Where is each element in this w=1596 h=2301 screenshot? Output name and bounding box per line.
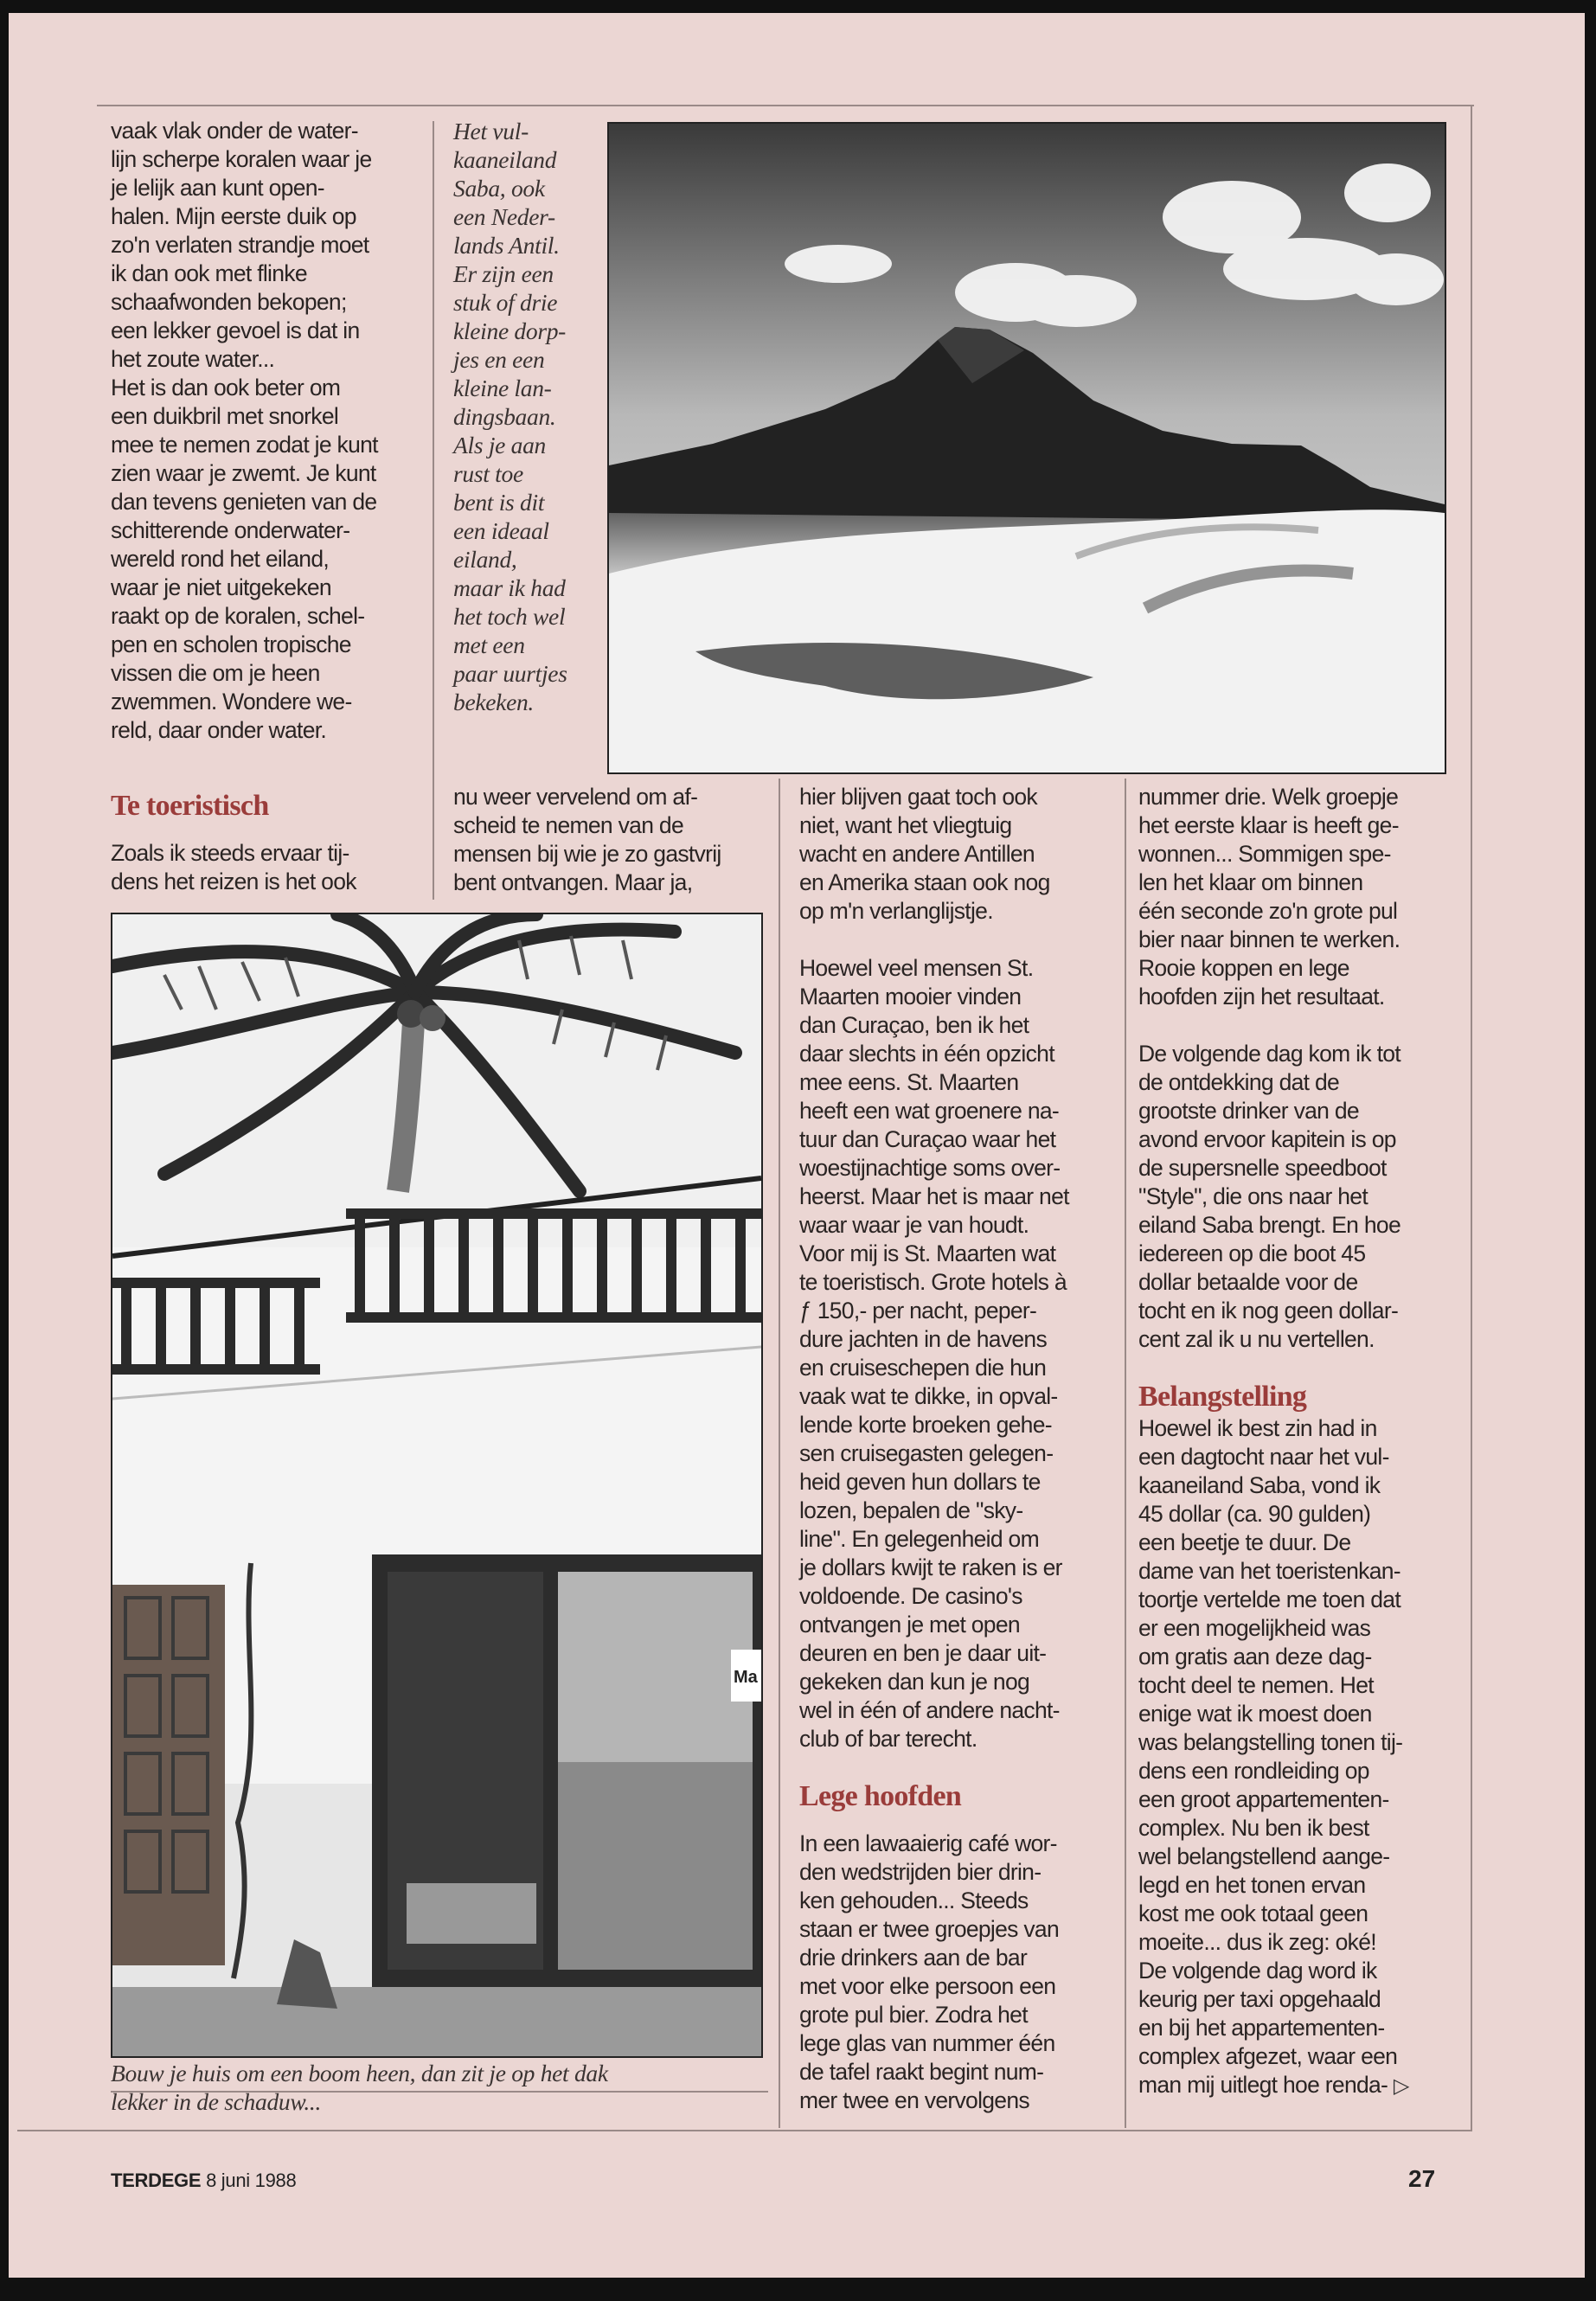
column-divider-2 <box>779 779 780 2128</box>
body-paragraph: Zoals ik steeds ervaar tij- dens het reizen is het ook <box>111 840 356 894</box>
top-rule <box>97 105 1474 106</box>
publication-name: TERDEGE <box>111 2170 202 2191</box>
heading-belangstelling: Belangstelling <box>1138 1381 1307 1413</box>
column-1-lower <box>111 789 431 896</box>
body-paragraph: vaak vlak onder de water- lijn scherpe koralen waar je je lelijk aan kunt open- halen. Mijn eerste duik op zo'n verlaten strandje moet ik dan ook met flinke schaafwonden bekopen; een lekker gevoel is dat in het zoute water... Het is dan ook beter om een duikbril met snorkel mee te nemen zodat je kunt zien waar je zwemt. Je kunt dan tevens genieten van de schitterende onderwater- wereld rond het eiland, waar je niet uitgekeken raakt op de koralen, schel- pen en scholen tropische vissen die om je heen zwemmen. Wondere we- reld, daar onder water. <box>111 118 378 743</box>
page-number: 27 <box>1408 2165 1436 2192</box>
column-divider-3 <box>1125 779 1126 2128</box>
column-4-text <box>1138 783 1467 2100</box>
footer-publication <box>111 2170 296 2192</box>
magazine-page <box>9 13 1585 2278</box>
house-photo-caption: Bouw je huis om een boom heen, dan zit je op het dak lekker in de schaduw... <box>111 2060 608 2115</box>
column-3-text <box>799 783 1119 2115</box>
saba-photo-caption: Het vul- kaaneiland Saba, ook een Neder- lands Antil. Er zijn een stuk of drie kleine dorp- jes en een kleine lan- dingsbaan. Als je aan rust toe bent is dit een ideaal eiland, maar ik had het toch wel met een paar uurtjes bekeken. <box>453 118 567 715</box>
body-paragraph: In een lawaaierig café wor- den wedstrijden bier drin- ken gehouden... Steeds staan er twee groepjes van drie drinkers aan de bar met voor elke persoon een grote pul bier. Zodra het lege glas van nummer één de tafel raakt begint num- mer twee en vervolgens <box>799 1830 1059 2113</box>
continue-arrow-icon: ▷ <box>1393 2074 1409 2098</box>
body-paragraph: nu weer vervelend om af- scheid te nemen van de mensen bij wie je zo gastvrij bent ontvangen. Maar ja, <box>453 784 721 895</box>
right-rule <box>1471 105 1472 2131</box>
heading-te-toeristisch: Te toeristisch <box>111 790 269 822</box>
house-palm-photo <box>111 913 763 2058</box>
saba-volcano-photo <box>607 122 1446 774</box>
heading-lege-hoofden: Lege hoofden <box>799 1780 962 1812</box>
saba-landscape-image <box>609 124 1445 772</box>
body-paragraph: Hoewel veel mensen St. Maarten mooier vinden dan Curaçao, ben ik het daar slechts in één opzicht mee eens. St. Maarten heeft een wat groenere na- tuur dan Curaçao waar het woestijnachtige soms over- heerst. Maar het is maar net waar waar je van houdt. Voor mij is St. Maarten wat te toeristisch. Grote hotels à ƒ 150,- per nacht, peper- dure jachten in de havens en cruiseschepen die hun vaak wat te dikke, in opval- lende korte broeken gehe- sen cruisegasten gelegen- heid geven hun dollars te lozen, bepalen de "sky- line". En gelegenheid om je dollars kwijt te raken is er voldoende. De casino's ontvangen je met open deuren en ben je daar uit- gekeken dan kun je nog wel in één of andere nacht- club of bar terecht. <box>799 955 1069 1752</box>
body-paragraph: nummer drie. Welk groepje het eerste klaar is heeft ge- wonnen... Sommigen spe- len het klaar om binnen één seconde zo'n grote pul bier naar binnen te werken. Rooie koppen en lege hoofden zijn het resultaat. <box>1138 784 1401 1009</box>
column-divider-1 <box>433 121 434 900</box>
body-paragraph: Hoewel ik best zin had in een dagtocht naar het vul- kaaneiland Saba, vond ik 45 dollar (ca. 90 gulden) een beetje te duur. De dame van het toeristenkan- toortje vertelde me toen dat er een mogelijkheid was om gratis aan deze dag- tocht deel te nemen. Het enige wat ik moest doen was belangstelling tonen tij- dens een rondleiding op een groot appartementen- complex. Nu ben ik best wel belangstellend aange- legd en het tonen ervan kost me ook totaal geen moeite... dus ik zeg: oké! De volgende dag word ik keurig per taxi opgehaald en bij het appartementen- complex afgezet, waar een man mij uitlegt hoe renda- <box>1138 1415 1403 2098</box>
column-2-text <box>453 783 773 897</box>
body-paragraph: hier blijven gaat toch ook niet, want het vliegtuig wacht en andere Antillen en Amerika staan ook nog op m'n verlanglijstje. <box>799 784 1050 924</box>
publication-date: 8 juni 1988 <box>206 2170 297 2191</box>
house-with-palm-image <box>112 914 761 2056</box>
bottom-rule <box>17 2130 1471 2131</box>
shop-sign-text: Ma <box>734 1668 758 1687</box>
body-paragraph: De volgende dag kom ik tot de ontdekking dat de grootste drinker van de avond ervoor kapitein is op de supersnelle speedboot "Style", die ons naar het eiland Saba brengt. En hoe iedereen op die boot 45 dollar betaalde voor de tocht en ik nog geen dollar- cent zal ik u nu vertellen. <box>1138 1041 1401 1352</box>
column-1-text <box>111 117 431 745</box>
